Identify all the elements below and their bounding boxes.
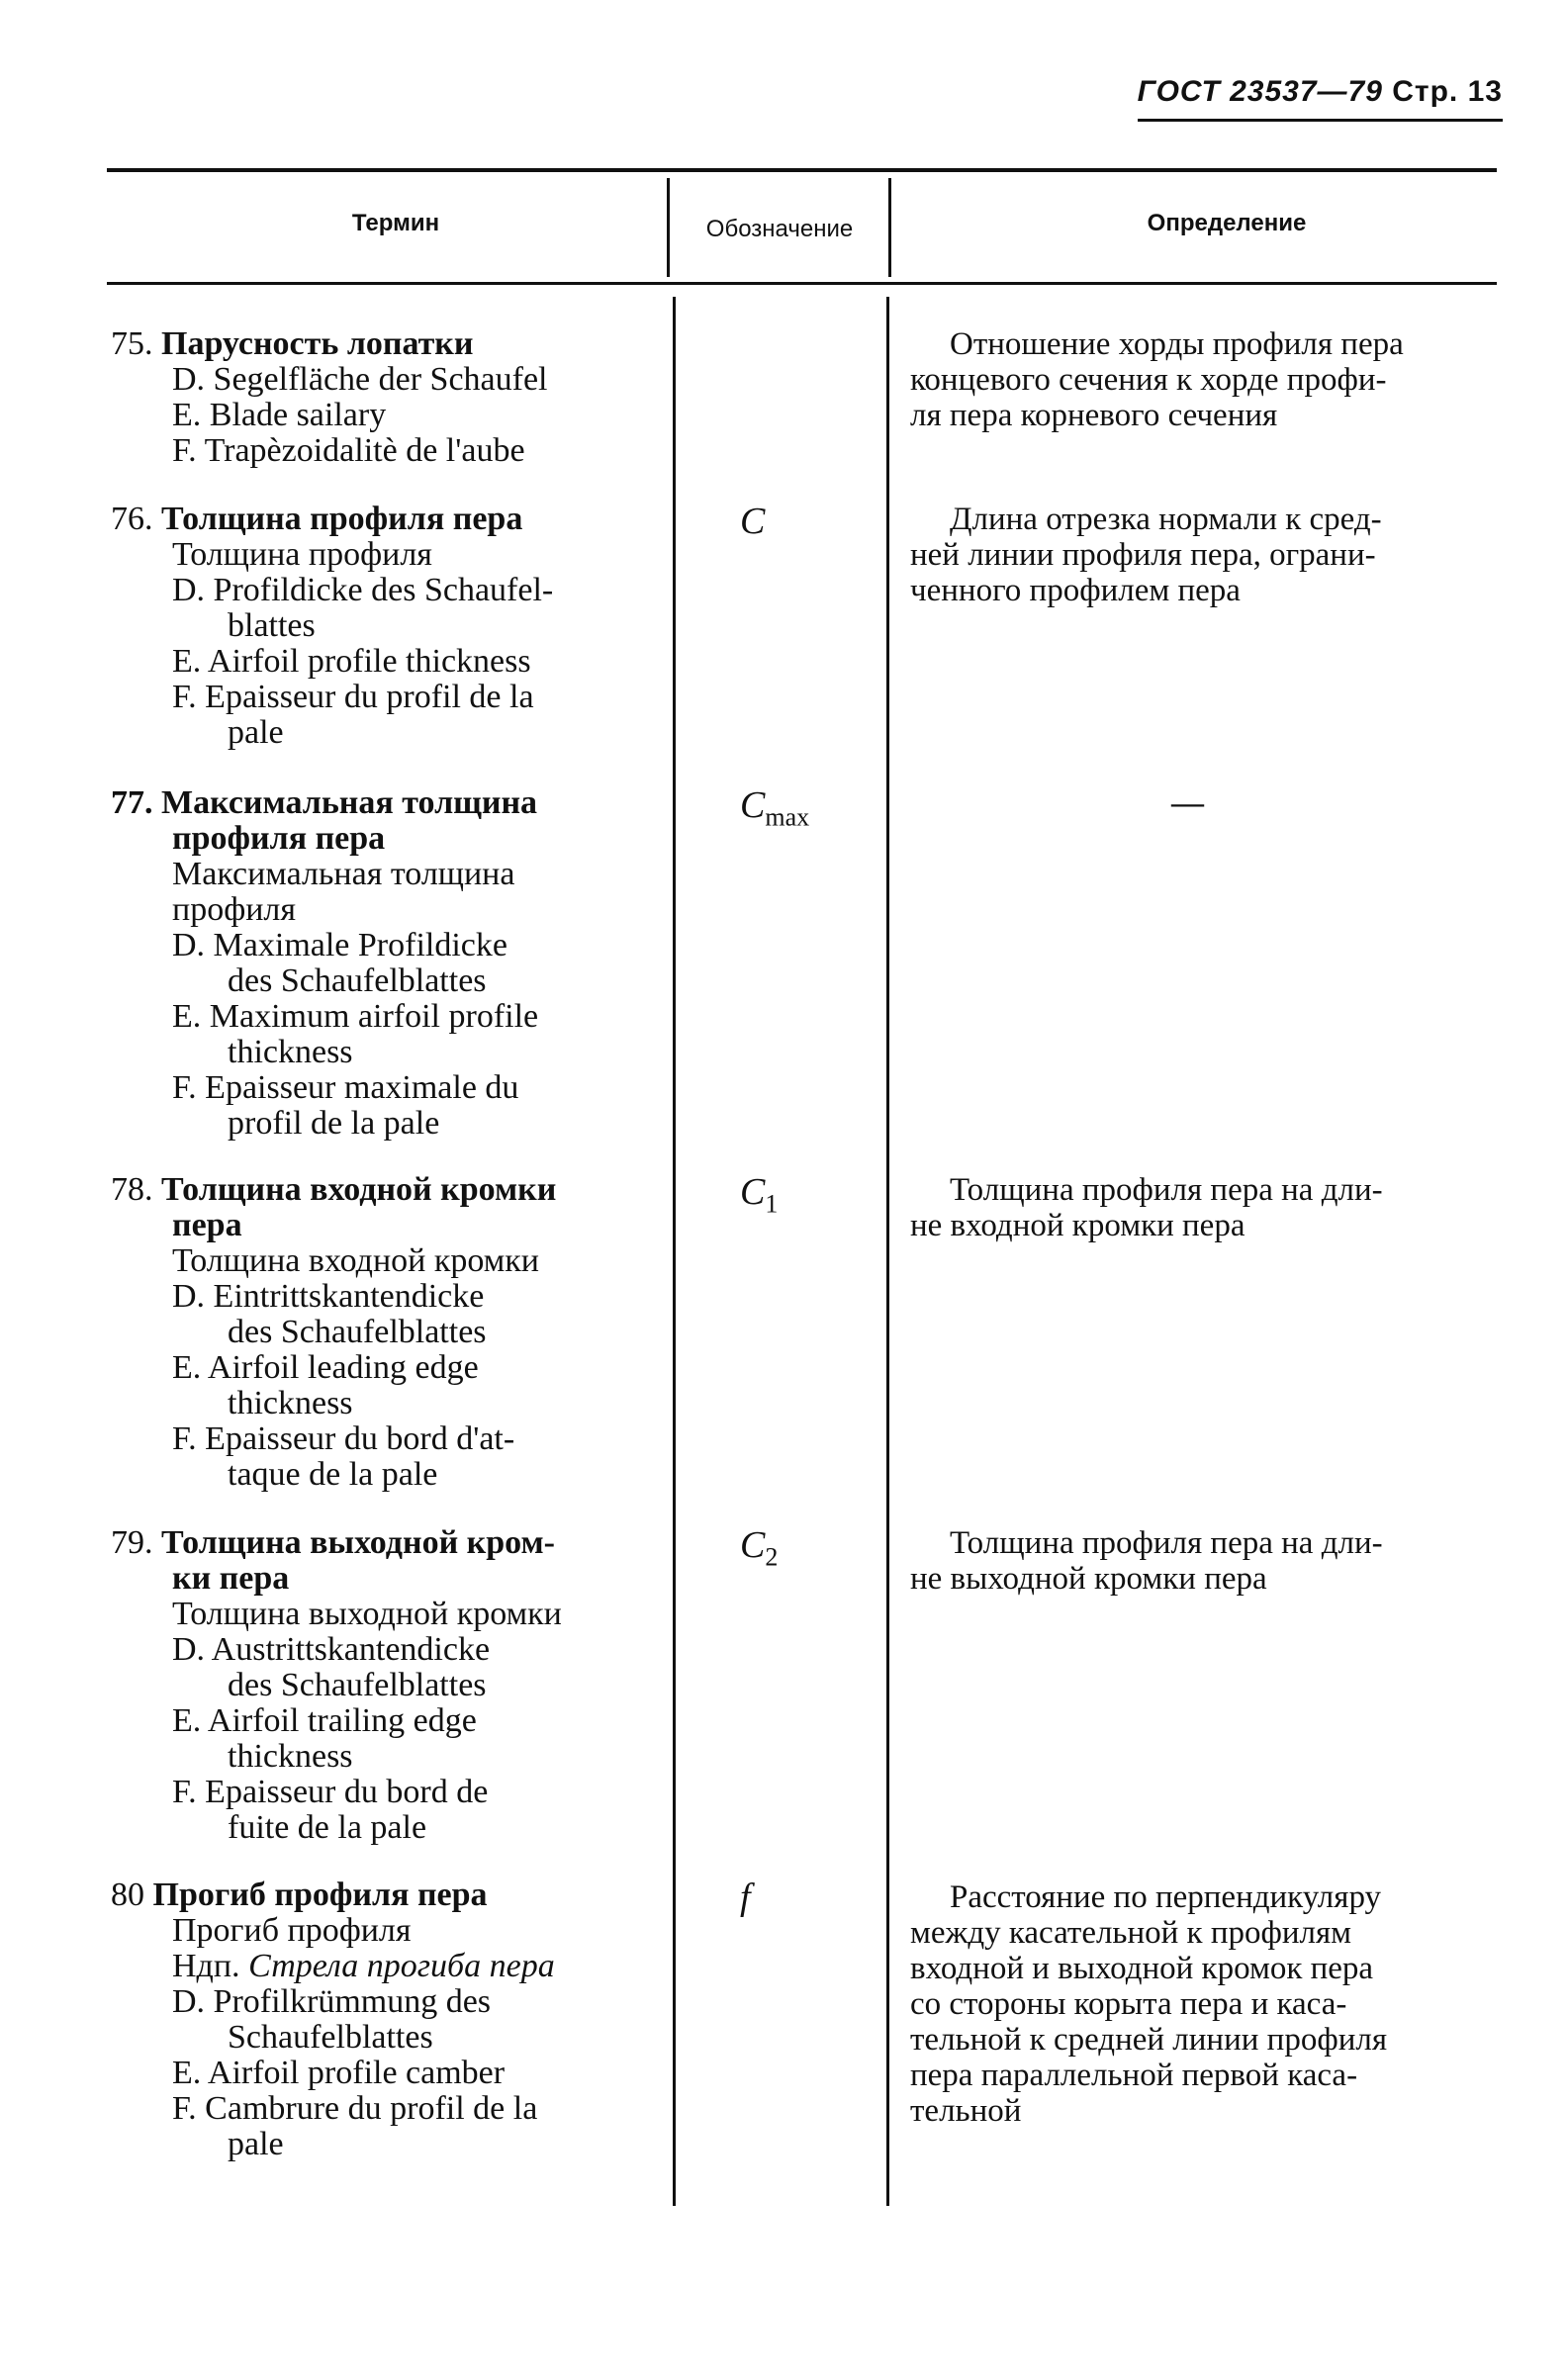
foreign-term-de-cont: blattes	[228, 607, 316, 644]
table-top-rule	[107, 168, 1497, 172]
term-entry-75	[111, 326, 641, 469]
foreign-term-fr: F. Cambrure du profil de la	[172, 2090, 538, 2127]
definition-75	[910, 326, 1496, 433]
definition-78	[910, 1172, 1496, 1243]
foreign-term-fr-cont: profil de la pale	[228, 1105, 440, 1142]
definition-line: входной и выходной кромок пера	[910, 1951, 1374, 1986]
foreign-term-fr: F. Epaisseur du bord de	[172, 1774, 489, 1810]
column-header-term: Термин	[351, 210, 440, 236]
synonym: Максимальная толщина	[172, 856, 515, 892]
page-number: 13	[1467, 75, 1503, 108]
symbol-78	[740, 1170, 778, 1220]
term-title-cont: ки пера	[172, 1560, 290, 1597]
foreign-term-de-cont: des Schaufelblattes	[228, 1314, 487, 1350]
foreign-term-de-cont: Schaufelblattes	[228, 2019, 433, 2056]
symbol-subscript: 2	[765, 1542, 779, 1572]
symbol-letter: C	[740, 784, 766, 826]
entry-number: 80	[111, 1877, 144, 1913]
foreign-term-fr-cont: taque de la pale	[228, 1456, 438, 1493]
foreign-term-en: E. Maximum airfoil profile	[172, 998, 539, 1035]
standard-prefix: ГОСТ	[1137, 75, 1221, 108]
term-entry-78	[111, 1172, 641, 1493]
synonym: Прогиб профиля	[172, 1912, 412, 1949]
foreign-term-fr-cont: pale	[228, 2126, 284, 2162]
definition-line: Отношение хорды профиля пера	[950, 326, 1404, 362]
term-title-cont: профиля пера	[172, 820, 386, 857]
column-divider	[667, 178, 670, 277]
definition-76	[910, 502, 1496, 608]
foreign-term-fr: F. Trapèzoidalitè de l'aube	[172, 432, 525, 469]
definition-line: Длина отрезка нормали к сред-	[950, 502, 1382, 537]
synonym: Толщина выходной кромки	[172, 1596, 562, 1632]
definition-line: ченного профилем пера	[910, 573, 1241, 608]
definition-line: тельной	[910, 2093, 1022, 2129]
entry-number: 75.	[111, 325, 153, 362]
term-title: Толщина входной кромки	[161, 1171, 557, 1208]
foreign-term-en-cont: thickness	[228, 1738, 353, 1775]
entry-number: 77.	[111, 784, 153, 821]
term-entry-80	[111, 1877, 641, 2162]
symbol-subscript: max	[765, 802, 810, 832]
definition-80	[910, 1879, 1496, 2129]
term-title: Парусность лопатки	[161, 325, 474, 362]
table-header-rule	[107, 282, 1497, 285]
standard-number: 23537—79	[1230, 75, 1383, 108]
symbol-subscript: 1	[765, 1189, 779, 1219]
term-entry-77	[111, 785, 641, 1142]
foreign-term-de-cont: des Schaufelblattes	[228, 962, 487, 999]
column-divider	[673, 297, 676, 2206]
foreign-term-de: D. Austrittskantendicke	[172, 1631, 491, 1668]
foreign-term-fr: F. Epaisseur du profil de la	[172, 679, 534, 715]
foreign-term-de: D. Segelfläche der Schaufel	[172, 361, 548, 398]
symbol-letter: f	[740, 1877, 751, 1918]
entry-number: 79.	[111, 1524, 153, 1561]
term-title: Толщина профиля пера	[161, 501, 523, 537]
definition-77	[1171, 785, 1231, 821]
definition-line: Расстояние по перпендикуляру	[950, 1879, 1382, 1915]
entry-number: 76.	[111, 501, 153, 537]
deprecated-term: Стрела прогиба пера	[248, 1948, 555, 1984]
column-header-symbol: Обозначение	[705, 216, 854, 242]
foreign-term-en: E. Airfoil profile camber	[172, 2055, 506, 2091]
foreign-term-de: D. Profildicke des Schaufel-	[172, 572, 554, 608]
foreign-term-fr-cont: pale	[228, 714, 284, 751]
definition-line: ней линии профиля пера, ограни-	[910, 537, 1376, 573]
symbol-letter: C	[740, 1524, 766, 1566]
definition-79	[910, 1525, 1496, 1597]
symbol-letter: C	[740, 1171, 766, 1213]
column-header-definition: Определение	[1147, 210, 1307, 236]
symbol-76	[740, 500, 765, 543]
definition-line: между касательной к профилям	[910, 1915, 1352, 1951]
symbol-77	[740, 783, 809, 833]
definition-line: Толщина профиля пера на дли-	[950, 1172, 1383, 1208]
foreign-term-en: E. Airfoil leading edge	[172, 1349, 479, 1386]
definition-line: концевого сечения к хорде профи-	[910, 362, 1387, 398]
term-entry-79	[111, 1525, 641, 1846]
definition-line: не выходной кромки пера	[910, 1561, 1267, 1597]
foreign-term-de: D. Profilkrümmung des	[172, 1983, 492, 2020]
definition-line: не входной кромки пера	[910, 1208, 1245, 1243]
foreign-term-en-cont: thickness	[228, 1034, 353, 1070]
term-title: Максимальная толщина	[161, 784, 538, 821]
synonym: Толщина профиля	[172, 536, 432, 573]
foreign-term-en: E. Airfoil trailing edge	[172, 1702, 477, 1739]
synonym-cont: профиля	[172, 891, 297, 928]
foreign-term-de: D. Maximale Profildicke	[172, 927, 507, 963]
definition-line: Толщина профиля пера на дли-	[950, 1525, 1383, 1561]
synonym: Толщина входной кромки	[172, 1242, 539, 1279]
symbol-80	[740, 1876, 751, 1919]
symbol-79	[740, 1523, 778, 1573]
foreign-term-fr-cont: fuite de la pale	[228, 1809, 427, 1846]
definition-line: тельной к средней линии профиля	[910, 2022, 1388, 2058]
column-divider	[886, 297, 889, 2206]
foreign-term-en-cont: thickness	[228, 1385, 353, 1421]
term-title-cont: пера	[172, 1207, 242, 1243]
symbol-letter: C	[740, 501, 766, 542]
foreign-term-de-cont: des Schaufelblattes	[228, 1667, 487, 1703]
term-entry-76	[111, 502, 641, 751]
foreign-term-fr: F. Epaisseur maximale du	[172, 1069, 519, 1106]
definition-line: пера параллельной первой каса-	[910, 2058, 1358, 2093]
entry-number: 78.	[111, 1171, 153, 1208]
page-label: Стр.	[1392, 75, 1459, 108]
foreign-term-fr: F. Epaisseur du bord d'at-	[172, 1420, 515, 1457]
foreign-term-en: E. Airfoil profile thickness	[172, 643, 531, 680]
foreign-term-de: D. Eintrittskantendicke	[172, 1278, 485, 1315]
term-title: Прогиб профиля пера	[152, 1877, 488, 1913]
running-head	[1138, 75, 1503, 122]
foreign-term-en: E. Blade sailary	[172, 397, 387, 433]
definition-line: со стороны корыта пера и каса-	[910, 1986, 1347, 2022]
definition-dash: —	[1171, 785, 1204, 821]
column-divider	[888, 178, 891, 277]
definition-line: ля пера корневого сечения	[910, 398, 1278, 433]
term-title: Толщина выходной кром-	[161, 1524, 556, 1561]
deprecated-label: Ндп.	[172, 1948, 240, 1984]
